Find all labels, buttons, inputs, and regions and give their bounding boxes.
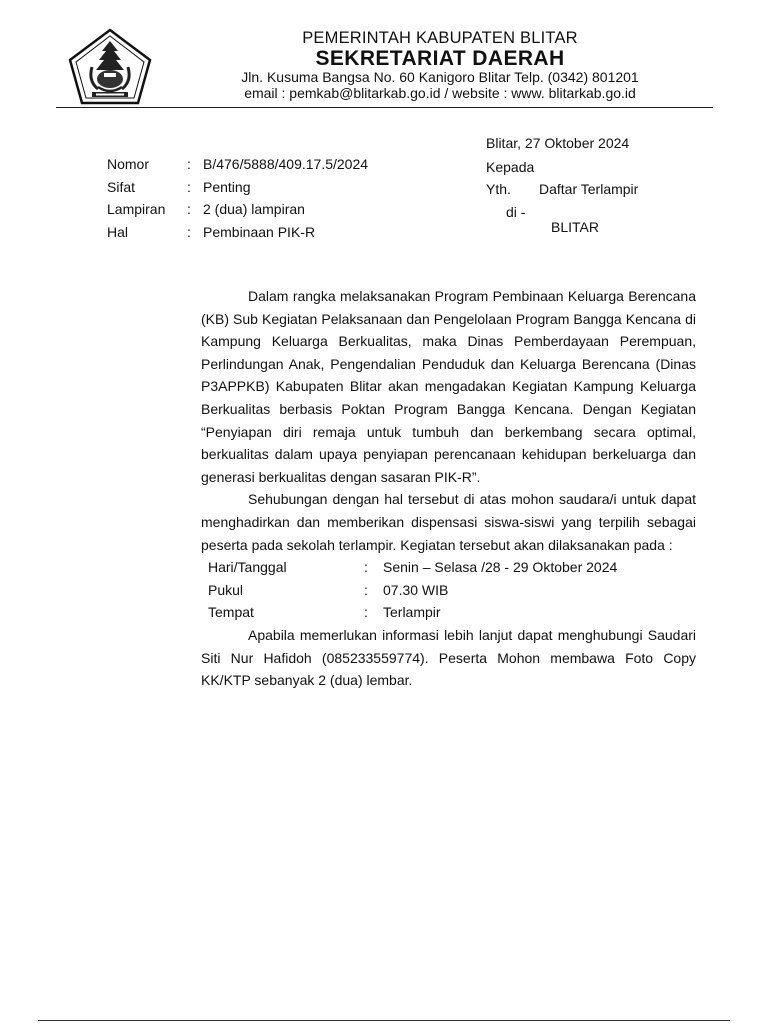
- detail-row-place: [201, 601, 696, 624]
- meta-colon: :: [187, 224, 191, 240]
- letterhead-address: Jln. Kusuma Bangsa No. 60 Kanigoro Blitar Telp. (0342) 801201: [241, 69, 639, 85]
- meta-label: Nomor: [107, 156, 150, 172]
- body-paragraph-1: Dalam rangka melaksanakan Program Pembinaan Keluarga Berencana (KB) Sub Kegiatan Pelaksanaan dan Pengelolaan Program Bangga Kencana di Kampung Keluarga Berkualitas, maka Dinas Pemberdayaan Perempuan, Perlindungan Anak, Pengendalian Penduduk dan Keluarga Berencana (Dinas P3APPKB) Kabupaten Blitar akan mengadakan Kegiatan Kampung Keluarga Berkualitas berbasis Poktan Program Bangga Kencana. Dengan Kegiatan “Penyiapan diri remaja untuk tumbuh dan berkembang secara optimal, berkualitas dalam upaya penyiapan perencanaan kehidupan berkeluarga dan generasi berkualitas dengan sasaran PIK-R”.: [201, 288, 696, 485]
- recipient-yth: Yth.: [486, 181, 511, 197]
- recipient-di: di -: [506, 204, 526, 220]
- meta-label: Hal: [107, 224, 129, 240]
- detail-value: Terlampir: [383, 604, 441, 621]
- meta-value: Pembinaan PIK-R: [203, 224, 316, 240]
- letterhead-office: SEKRETARIAT DAERAH: [315, 47, 565, 70]
- meta-colon: :: [187, 179, 191, 195]
- recipient-place: BLITAR: [551, 219, 599, 235]
- detail-colon: :: [364, 581, 368, 598]
- meta-colon: :: [187, 201, 191, 217]
- detail-value: 07.30 WIB: [383, 581, 449, 598]
- letterhead-contact: email : pemkab@blitarkab.go.id / website : www. blitarkab.go.id: [244, 85, 636, 101]
- body-paragraph-2: Sehubungan dengan hal tersebut di atas mohon saudara/i untuk dapat menghadirkan dan memberikan dispensasi siswa-siswi yang terpilih sebagai peserta pada sekolah terlampir. Kegiatan tersebut akan dilaksanakan pada :: [201, 491, 696, 553]
- meta-value: Penting: [203, 179, 251, 195]
- meta-colon: :: [187, 156, 191, 172]
- detail-label: Tempat: [208, 604, 254, 621]
- letter-body: [201, 285, 696, 692]
- detail-row-time: [201, 579, 696, 602]
- letterhead-government: PEMERINTAH KABUPATEN BLITAR: [302, 29, 578, 47]
- detail-label: Hari/Tanggal: [208, 559, 287, 576]
- recipient-kepada: Kepada: [486, 159, 535, 175]
- detail-label: Pukul: [208, 581, 244, 598]
- letter-date: Blitar, 27 Oktober 2024: [486, 135, 630, 151]
- detail-row-date: [201, 556, 696, 579]
- meta-value: 2 (dua) lampiran: [203, 201, 305, 217]
- detail-colon: :: [364, 604, 368, 621]
- meta-value: B/476/5888/409.17.5/2024: [203, 156, 369, 172]
- letterhead-divider: [56, 107, 713, 108]
- detail-colon: :: [364, 559, 368, 576]
- blitar-regency-emblem-icon: [68, 27, 152, 107]
- body-paragraph-3: Apabila memerlukan informasi lebih lanjut dapat menghubungi Saudari Siti Nur Hafidoh (085233559774). Peserta Mohon membawa Foto Copy KK/KTP sebanyak 2 (dua) lembar.: [201, 626, 696, 689]
- page-bottom-divider: [38, 1020, 730, 1021]
- meta-label: Lampiran: [107, 201, 166, 217]
- detail-value: Senin – Selasa /28 - 29 Oktober 2024: [383, 559, 618, 576]
- meta-label: Sifat: [107, 179, 136, 195]
- recipient-name: Daftar Terlampir: [539, 181, 639, 197]
